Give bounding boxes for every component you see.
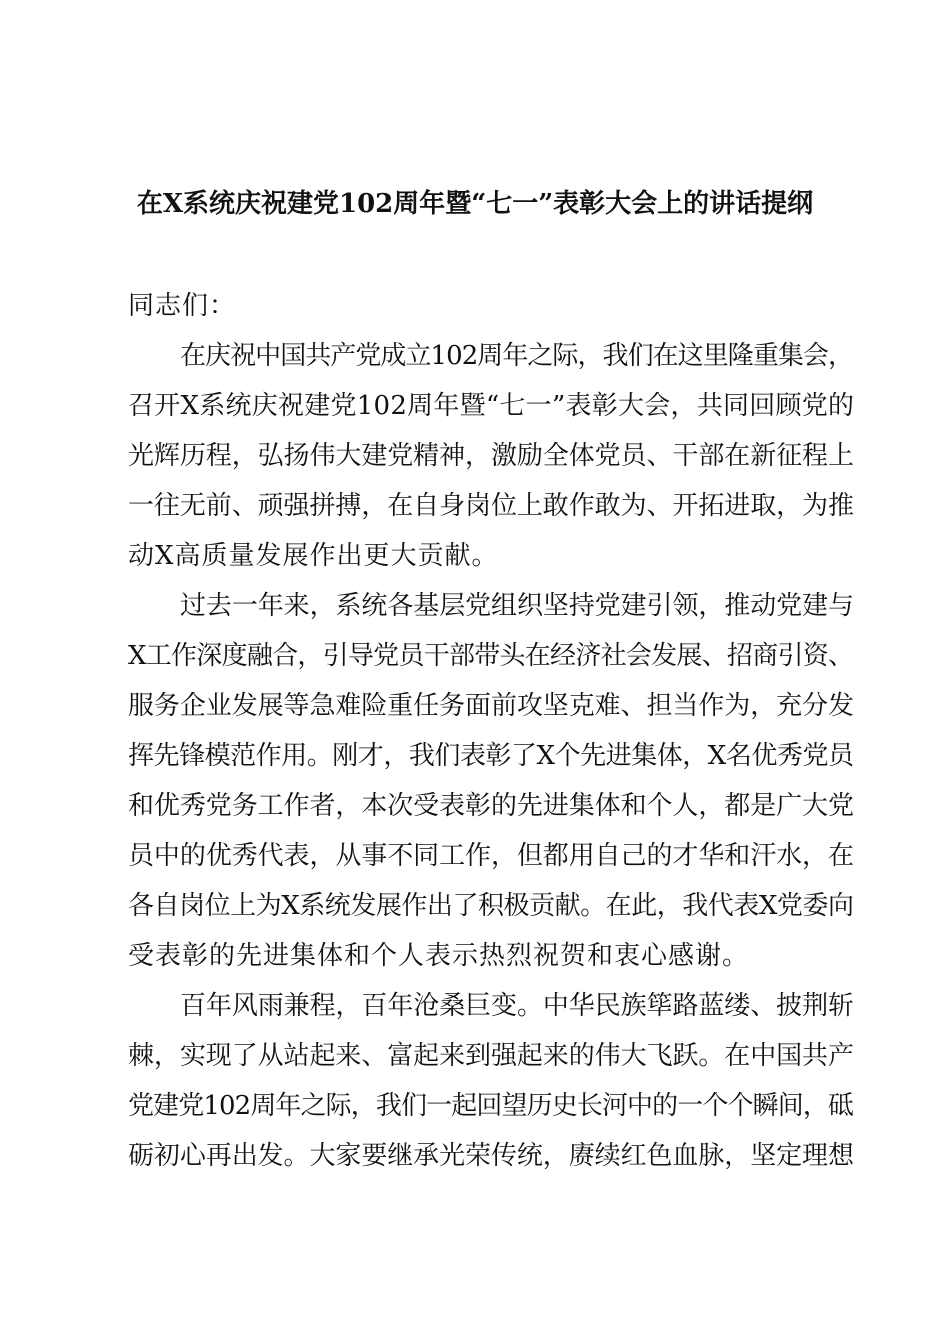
paragraph-line: 棘，实现了从站起来、富起来到强起来的伟大飞跃。在中国共产 (128, 1041, 854, 1071)
salutation: 同志们： (128, 291, 237, 321)
paragraph-line: X工作深度融合，引导党员干部带头在经济社会发展、招商引资、 (128, 641, 854, 671)
paragraph-line: 和优秀党务工作者，本次受表彰的先进集体和个人，都是广大党 (128, 791, 854, 821)
document-title: 在X系统庆祝建党102周年暨“七一”表彰大会上的讲话提纲 (136, 189, 814, 219)
paragraph-line: 过去一年来，系统各基层党组织坚持党建引领，推动党建与 (180, 591, 854, 621)
paragraph-line: 动X高质量发展作出更大贡献。 (128, 541, 499, 571)
paragraph-line: 服务企业发展等急难险重任务面前攻坚克难、担当作为，充分发 (128, 691, 854, 721)
paragraph-line: 召开X系统庆祝建党102周年暨“七一”表彰大会，共同回顾党的 (128, 391, 855, 421)
paragraph-line: 一往无前、顽强拼搏，在自身岗位上敢作敢为、开拓进取，为推 (128, 491, 854, 521)
paragraph-line: 砺初心再出发。大家要继承光荣传统，赓续红色血脉，坚定理想 (128, 1141, 854, 1171)
paragraph-line: 各自岗位上为X系统发展作出了积极贡献。在此，我代表X党委向 (128, 891, 854, 921)
paragraph-line: 党建党102周年之际，我们一起回望历史长河中的一个个瞬间，砥 (128, 1091, 854, 1121)
paragraph-line: 员中的优秀代表，从事不同工作，但都用自己的才华和汗水，在 (128, 841, 854, 871)
paragraph-line: 百年风雨兼程，百年沧桑巨变。中华民族筚路蓝缕、披荆斩 (180, 991, 854, 1021)
paragraph-line: 光辉历程，弘扬伟大建党精神，激励全体党员、干部在新征程上 (128, 441, 854, 471)
paragraph-line: 在庆祝中国共产党成立102周年之际，我们在这里隆重集会， (180, 341, 854, 371)
paragraph-line: 受表彰的先进集体和个人表示热烈祝贺和衷心感谢。 (128, 941, 750, 971)
paragraph-line: 挥先锋模范作用。刚才，我们表彰了X个先进集体，X名优秀党员 (128, 741, 854, 771)
